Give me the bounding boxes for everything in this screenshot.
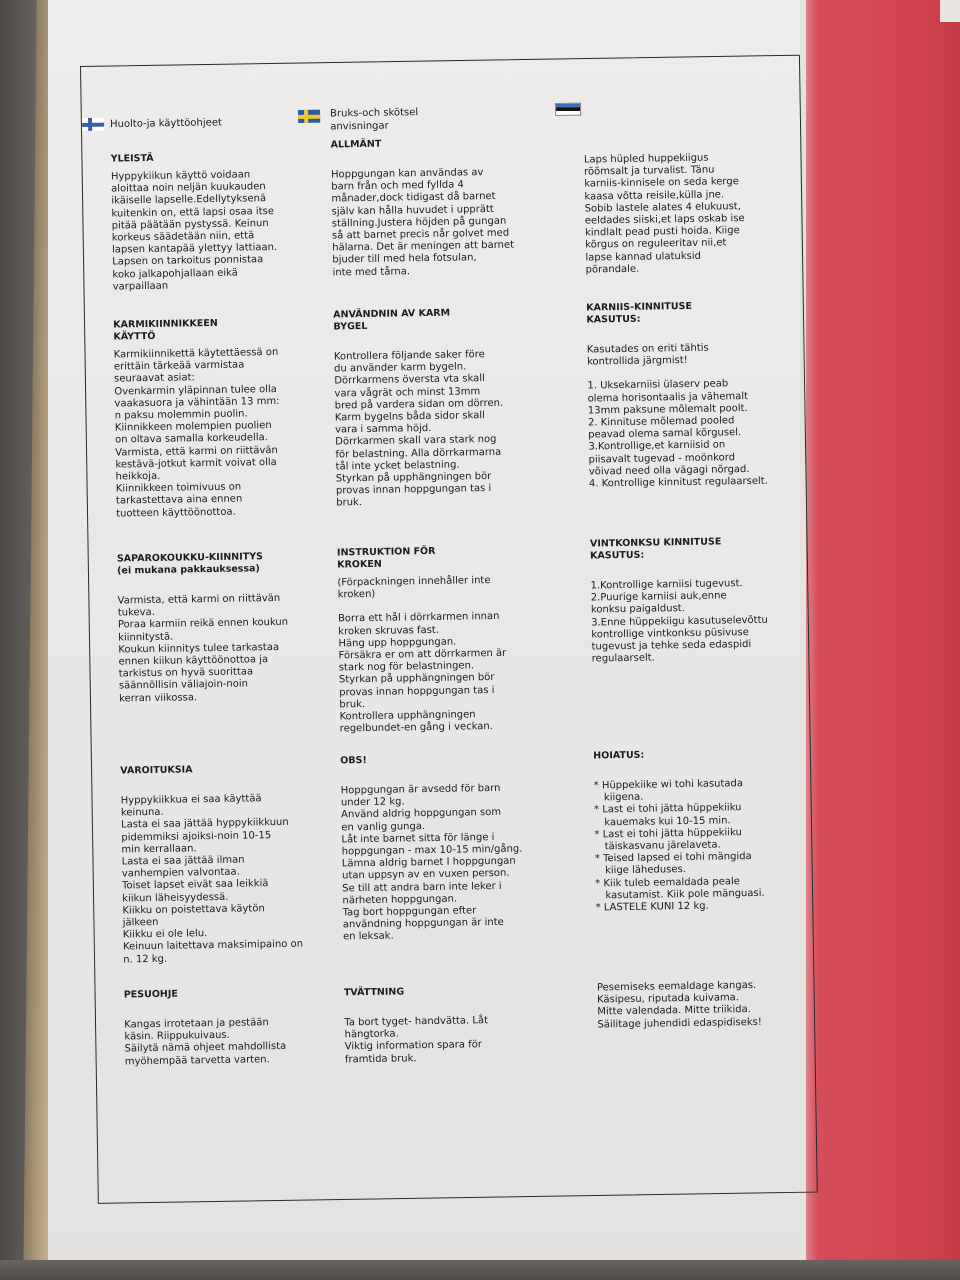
section-heading: ANVÄNDNIN AV KARM <box>333 307 451 321</box>
instruction-section <box>120 762 333 966</box>
section-heading: ALLMÄNT <box>330 138 382 151</box>
instruction-line: tål inte ycket belastning. <box>335 459 460 473</box>
instruction-line: eeldades siiski,et laps oskab ise <box>584 213 745 227</box>
instruction-line: * Teised lapsed ei tohi mängida <box>594 851 752 865</box>
instruction-line: kontrollida järgmist! <box>586 355 688 368</box>
instruction-line: kaasa võtta reisile,külla jne. <box>584 188 725 203</box>
instruction-line: säännöllisin väliajoin-noin <box>118 678 249 692</box>
instruction-line: karniis-kinnisele on seda kerge <box>584 176 739 190</box>
instruction-line: lapse kannad ulatuksid <box>585 250 702 264</box>
floor-bottom <box>0 1260 960 1280</box>
instruction-line: vaakasuora ja vähintään 13 mm: <box>114 395 280 410</box>
instruction-line: Kontrollera upphängningen <box>339 709 476 723</box>
instruction-line: aloittaa noin neljän kuukauden <box>111 181 266 195</box>
instruction-line: seuraavat asiat: <box>114 372 195 385</box>
instruction-line: myöhempää tarvetta varten. <box>124 1053 270 1068</box>
instruction-line: Laps hüpled huppekiigus <box>583 152 709 166</box>
instruction-line: bruk. <box>339 698 366 711</box>
section-heading: VINTKONKSU KINNITUSE <box>589 536 722 550</box>
instruction-line: kontrollige vintkonksu püsivuse <box>591 626 749 641</box>
instruction-line: Kiikku on poistettava käytön <box>122 903 265 917</box>
instruction-line: så att barnet precis når golvet med <box>331 227 510 242</box>
instruction-section <box>117 550 329 705</box>
instruction-section <box>340 752 553 944</box>
instruction-line: Ovenkarmin yläpinnan tulee olla <box>114 383 277 398</box>
instruction-line: barn från och med fyllda 4 <box>331 179 464 193</box>
finnish-header-text: Huolto-ja käyttöohjeet <box>110 117 222 131</box>
instruction-line: Varmista, että karmi on riittävän <box>115 444 278 459</box>
section-heading: HOIATUS: <box>593 749 645 762</box>
instruction-section <box>337 544 550 736</box>
instruction-line: kiikun läheisyydessä. <box>122 891 229 905</box>
instruction-section <box>333 306 546 510</box>
instruction-line: kindlalt pead pusti hoida. Kiige <box>584 225 740 239</box>
instruction-line: n. 12 kg. <box>123 953 168 966</box>
instruction-line: Koukun kiinnitys tulee tarkastaa <box>118 641 280 656</box>
instruction-line: Lasta ei saa jättää ilman <box>121 854 245 868</box>
section-heading: KARMIKIINNIKKEEN <box>113 317 218 331</box>
instruction-line: * Hüppekiike wi tohi kasutada <box>593 778 744 792</box>
section-heading: KASUTUS: <box>586 313 641 326</box>
instruction-line: Säilytä nämä ohjeet mahdollista <box>124 1041 287 1055</box>
instruction-line: Hoppgungan är avsedd för barn <box>340 782 501 797</box>
instruction-section <box>113 316 326 520</box>
instruction-line: tarkistus on hyvä suorittaa <box>118 666 254 680</box>
instruction-line: 3.Enne hüppekiigu kasutuselevõttu <box>591 614 768 629</box>
section-heading: TVÄTTNING <box>343 986 405 999</box>
instruction-line: Kiikku ei ole lelu. <box>122 928 208 941</box>
instruction-line: regelbundet-en gång i veckan. <box>339 721 494 735</box>
instruction-line: võivad need olla vägagi nõrgad. <box>588 463 750 478</box>
instruction-line: Hoppgungan kan användas av <box>330 167 484 181</box>
instruction-line: kasutamist. Kiik pole mänguasi. <box>605 887 765 902</box>
instruction-line: Pesemiseks eemaldage kangas. <box>596 979 757 994</box>
instruction-line: * LASTELE KUNI 12 kg. <box>595 900 709 914</box>
instruction-line: vara vågrät och minst 13mm <box>334 385 481 400</box>
instruction-line: jälkeen <box>122 916 159 929</box>
instruction-line: bjuder till med hela fotsulan, <box>332 252 477 266</box>
instruction-line: Lasta ei saa jättää hyppykiikkuun <box>121 817 289 831</box>
section-heading: KARNIIS-KINNITUSE <box>586 300 693 314</box>
instruction-line: Låt inte barnet sitta för länge i <box>341 831 495 846</box>
instruction-line: * Kiik tuleb eemaldada peale <box>595 875 740 890</box>
instruction-line: inte med tårna. <box>332 265 411 279</box>
instruction-line: utan uppsyn av en vuxen person. <box>341 868 510 882</box>
instruction-line: Lapsen on tarkoitus ponnistaa <box>112 254 264 268</box>
instruction-section <box>584 151 796 276</box>
instruction-line: Kasutades on eriti tähtis <box>586 342 709 356</box>
section-heading: YLEISTÄ <box>110 152 154 165</box>
section-heading: KÄYTTÖ <box>113 330 156 343</box>
instruction-line: Ta bort tyget- handvätta. Låt <box>344 1015 489 1029</box>
instruction-line: hängtorka. <box>344 1028 399 1041</box>
instruction-line: 2. Kinnituse mõlemad pooled <box>587 415 735 429</box>
instruction-line: Toiset lapset eivät saa leikkiä <box>121 878 269 892</box>
instruction-line: 4. Kontrollige kinnitust regulaarselt. <box>588 475 768 490</box>
instruction-line: kroken) <box>337 589 376 601</box>
instruction-line: käsin. Riippukuivaus. <box>124 1029 230 1043</box>
instruction-section <box>344 984 555 1066</box>
instruction-line: Mitte valendada. Mitte triikida. <box>597 1004 751 1018</box>
instruction-line: Kiinnikkeen toimivuus on <box>115 481 242 495</box>
instruction-line: pidemmiksi ajoiksi-noin 10-15 <box>121 829 272 844</box>
instruction-line: vanhempien valvontaa. <box>121 866 240 880</box>
instruction-section <box>111 150 323 293</box>
instruction-section <box>597 979 808 1031</box>
instruction-line: Sobib lastele alates 4 elukuust, <box>584 200 741 215</box>
instruction-line: en vanlig gunga. <box>341 820 426 834</box>
instruction-line: min kerrallaan. <box>121 843 197 856</box>
instruction-line: (Förpackningen innehåller inte <box>337 575 491 589</box>
instruction-line: on oltava samalla korkeudella. <box>114 432 268 446</box>
instruction-line: n paksu molemmin puolin. <box>114 408 248 422</box>
instruction-line: kiinnitystä. <box>118 631 174 644</box>
section-heading: SAPAROKOUKKU-KIINNITYS <box>116 551 264 565</box>
box-corner <box>940 0 960 22</box>
instruction-line: * Last ei tohi jätta hüppekiiku <box>594 802 742 816</box>
instruction-line: användning hoppgungan är inte <box>342 917 504 931</box>
instruction-line: Styrkan på upphängningen bör <box>335 471 492 485</box>
instruction-line: tugevust ja tehke seda edaspidi <box>591 639 752 653</box>
instruction-line: 1.Kontrollige karniisi tugevust. <box>590 578 743 592</box>
instruction-line: Styrkan på upphängningen bör <box>338 672 495 686</box>
instruction-line: provas innan hoppgungan tas i <box>335 483 492 497</box>
instruction-section <box>330 136 542 279</box>
instruction-line: tukeva. <box>117 607 155 619</box>
estonia-flag-icon <box>555 103 581 116</box>
instruction-section <box>593 747 806 915</box>
instruction-line: du använder karm bygeln. <box>334 361 467 375</box>
instruction-line: bred på vardera sidan om dörren. <box>334 397 504 412</box>
instruction-line: Dörrkarmens översta vta skall <box>334 373 485 387</box>
instruction-line: vara i samma höjd. <box>334 423 432 436</box>
instruction-line: stark nog för belastningen. <box>338 660 475 674</box>
instruction-line: tarkastettava aina ennen <box>115 493 243 507</box>
instruction-line: hälarna. Det är meningen att barnet <box>332 239 515 254</box>
instruction-line: Se till att andra barn inte leker i <box>342 880 502 895</box>
section-heading: OBS! <box>340 755 367 767</box>
instruction-line: Kontrollera följande saker före <box>333 349 485 363</box>
finland-flag-icon <box>82 118 104 131</box>
section-heading: (ei mukana pakkauksessa) <box>117 563 260 577</box>
instruction-line: ikäiselle lapselle.Edellytyksenä <box>111 193 267 207</box>
instruction-line: för belastning. Alla dörrkarmarna <box>335 446 502 461</box>
instruction-line: Lämna aldrig barnet I hoppgungan <box>341 855 516 870</box>
instruction-line: kuitenkin on, että lapsi osaa itse <box>111 205 275 220</box>
instruction-line: erittäin tärkeää varmistaa <box>113 359 245 373</box>
section-heading: PESUOHJE <box>123 988 178 1001</box>
instruction-line: närheten hoppgungan. <box>342 893 458 907</box>
instruction-line: bruk. <box>336 497 363 509</box>
instruction-line: Käsipesu, riputada kuivama. <box>597 992 740 1006</box>
instruction-line: Hyppykiikun käyttö voidaan <box>110 169 251 183</box>
instruction-line: Keinuun laitettava maksimipaino on <box>122 939 304 953</box>
instruction-line: konksu paigaldust. <box>590 603 685 616</box>
instruction-line: en leksak. <box>342 931 394 943</box>
section-heading: KROKEN <box>337 558 382 571</box>
red-side-panel <box>800 0 960 1268</box>
instruction-line: Kangas irrotetaan ja pestään <box>124 1017 269 1031</box>
section-heading: VAROITUKSIA <box>120 764 193 777</box>
instruction-line: Hyppykiikkua ei saa käyttää <box>120 793 262 807</box>
instruction-line: kauemaks kui 10-15 min. <box>604 814 731 828</box>
instruction-line: tuotteen käyttöönottoa. <box>116 506 236 520</box>
instruction-line: Borra ett hål i dörrkarmen innan <box>337 611 500 625</box>
instruction-line: kestävä-jotkut karmit voivat olla <box>115 456 277 471</box>
instruction-line: hoppgungan - max 10-15 min/gång. <box>341 843 523 858</box>
instruction-line: regulaarselt. <box>591 652 655 665</box>
instruction-line: provas innan hoppgungan tas i <box>339 684 495 699</box>
instruction-line: varpaillaan <box>112 280 169 293</box>
instruction-line: Karmikiinnikettä käytettäessä on <box>113 346 279 361</box>
column-swedish <box>298 105 523 1065</box>
instruction-line: heikkoja. <box>115 470 161 483</box>
instruction-line: månader,dock tidigast då barnet <box>331 191 496 205</box>
instruction-line: själv kan hålla huvudet i upprätt <box>331 203 494 218</box>
instruction-line: 13mm paksune mõlemalt poolt. <box>587 402 748 417</box>
instruction-line: peavad olema samal kõrgusel. <box>588 427 742 441</box>
instruction-line: koko jalkapohjallaan eikä <box>112 267 238 281</box>
instruction-line: pitää päätään pystyssä. Keinun <box>111 217 269 232</box>
instruction-line: rõõmsalt ja turvalist. Tänu <box>584 164 715 178</box>
section-heading: KASUTUS: <box>590 549 645 562</box>
instruction-line: Poraa karmiin reikä ennen koukun <box>117 617 289 631</box>
instruction-line: under 12 kg. <box>340 796 405 809</box>
instruction-line: 1. Uksekarniisi ülaserv peab <box>587 378 729 392</box>
instruction-line: kiige läheduses. <box>604 864 687 877</box>
instruction-section <box>590 535 802 666</box>
instruction-line: 2.Puurige karniisi auk,enne <box>590 590 727 604</box>
instruction-line: Varmista, että karmi on riittävän <box>117 592 281 607</box>
instruction-line: framtida bruk. <box>344 1052 417 1065</box>
instruction-line: piisavalt tugevad - moönkord <box>588 451 736 466</box>
instruction-line: kõrgus on reguleeritav nii,et <box>585 237 727 251</box>
instruction-line: Häng upp hoppgungan. <box>338 636 457 650</box>
instruction-line: lapsen kantapää ylettyy lattiaan. <box>111 242 278 256</box>
instruction-line: Säilitage juhendidi edaspidiseks! <box>597 1016 762 1031</box>
swedish-header-line: anvisningar <box>330 120 389 133</box>
instruction-line: Försäkra er om att dörrkarmen är <box>338 647 507 662</box>
instruction-line: Tag bort hoppgungan efter <box>342 905 477 919</box>
instruction-line: * Last ei tohi jätta hüppekiiku <box>594 826 742 841</box>
section-heading: BYGEL <box>333 320 368 333</box>
swedish-header-line: Bruks-och skötsel <box>330 107 419 120</box>
instruction-line: ställning.Justera höjden på gungan <box>331 215 507 230</box>
instruction-line: korkeus säädetään niin, että <box>111 230 255 244</box>
instruction-line: 3.Kontrollige,et karniisid on <box>588 439 726 453</box>
instruction-line: ennen kiikun käyttöönottoa ja <box>118 654 269 668</box>
instruction-section <box>586 299 799 491</box>
instruction-line: Karm bygelns båda sidor skall <box>334 410 485 424</box>
instruction-line: kroken skruvas fast. <box>338 624 440 638</box>
instruction-line: Dörrkarmen skall vara stark nog <box>335 434 497 448</box>
instruction-line: Kiinnikkeen molempien puolien <box>114 420 272 434</box>
instruction-line: Viktig information spara för <box>344 1039 483 1053</box>
instruction-line: Använd aldrig hoppgungan som <box>341 807 502 821</box>
section-heading: INSTRUKTION FÖR <box>336 545 436 559</box>
instruction-line: kiigena. <box>603 791 644 804</box>
instruction-line: kerran viikossa. <box>119 691 198 705</box>
instruction-section <box>124 986 335 1068</box>
instruction-line: olema horisontaalis ja vähemalt <box>587 390 749 405</box>
instruction-line: põrandale. <box>585 263 640 276</box>
instruction-line: keinuna. <box>120 807 164 819</box>
swedish-header <box>298 105 508 134</box>
sweden-flag-icon <box>298 110 320 123</box>
instruction-line: täiskasvanu järelaveta. <box>604 839 721 853</box>
